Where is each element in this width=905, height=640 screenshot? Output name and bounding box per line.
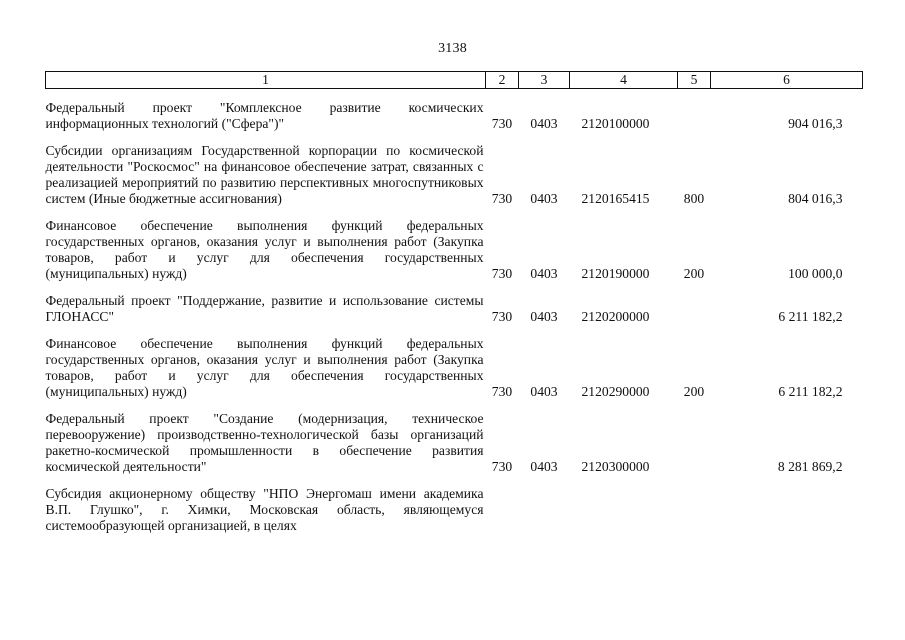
column-header-2: 2 <box>486 72 519 89</box>
row-description: Субсидии организациям Государственной корпорации по космической деятельности "Роскосмос" на финансовое обеспечение затрат, связанных с реализацией мероприятий по развитию перспективных многоспутниковых систем (Иные бюджетные ассигнования) <box>45 143 484 206</box>
row-rz: 0403 <box>530 309 558 324</box>
column-header-4: 4 <box>570 72 678 89</box>
row-rz: 0403 <box>530 266 558 281</box>
row-rz <box>519 486 570 534</box>
row-csr: 2120200000 <box>581 309 650 324</box>
row-description: Федеральный проект "Поддержание, развитие и использование системы ГЛОНАСС" <box>45 293 484 324</box>
row-vr: 800 <box>683 191 705 206</box>
row-gp <box>486 486 519 534</box>
row-csr: 2120190000 <box>581 266 650 281</box>
row-rz: 0403 <box>530 116 558 131</box>
row-amount: 6 211 182,2 <box>778 309 843 324</box>
table-row <box>46 486 863 534</box>
table-row <box>46 218 863 282</box>
row-csr <box>570 486 678 534</box>
table-header-row <box>46 72 863 89</box>
page-number: 3138 <box>438 41 467 56</box>
row-amount: 100 000,0 <box>788 266 843 281</box>
row-description: Федеральный проект "Создание (модернизация, техническое перевооружение) производственно-технологической базы организаций ракетно-космической промышленности в обеспечение развития космической деятельности" <box>45 411 484 474</box>
table-row <box>46 100 863 132</box>
table-row <box>46 293 863 325</box>
row-csr: 2120165415 <box>581 191 650 206</box>
row-description: Федеральный проект "Комплексное развитие космических информационных технологий ("Сфера")" <box>45 100 484 131</box>
row-vr <box>678 411 711 475</box>
row-description: Финансовое обеспечение выполнения функций федеральных государственных органов, оказания услуг и выполнения работ (Закупка товаров, работ и услуг для обеспечения государственных (муниципальных) нужд) <box>45 218 484 281</box>
row-gp: 730 <box>491 459 513 474</box>
row-amount: 8 281 869,2 <box>777 459 843 474</box>
row-gp: 730 <box>491 266 513 281</box>
row-csr: 2120290000 <box>581 384 650 399</box>
column-header-3: 3 <box>519 72 570 89</box>
row-gp: 730 <box>491 309 513 324</box>
table-row <box>46 336 863 400</box>
row-rz: 0403 <box>530 191 558 206</box>
row-amount <box>711 486 863 534</box>
row-vr <box>678 293 711 325</box>
table-row <box>46 411 863 475</box>
column-header-5: 5 <box>678 72 711 89</box>
row-vr <box>678 100 711 132</box>
row-gp: 730 <box>491 384 513 399</box>
row-gp: 730 <box>491 191 513 206</box>
row-gp: 730 <box>491 116 513 131</box>
budget-table <box>45 71 863 534</box>
row-rz: 0403 <box>530 384 558 399</box>
row-csr: 2120100000 <box>581 116 650 131</box>
column-header-1: 1 <box>46 72 486 89</box>
row-vr: 200 <box>683 384 705 399</box>
table-row <box>46 143 863 207</box>
row-vr: 200 <box>683 266 705 281</box>
row-amount: 904 016,3 <box>788 116 843 131</box>
column-header-6: 6 <box>711 72 863 89</box>
row-csr: 2120300000 <box>581 459 650 474</box>
row-description: Субсидия акционерному обществу "НПО Энергомаш имени академика В.П. Глушко", г. Химки, Московская область, являющемуся системообразующей организацией, в целях <box>45 486 484 533</box>
row-vr <box>678 486 711 534</box>
row-amount: 804 016,3 <box>788 191 843 206</box>
row-rz: 0403 <box>530 459 558 474</box>
row-amount: 6 211 182,2 <box>778 384 843 399</box>
row-description: Финансовое обеспечение выполнения функций федеральных государственных органов, оказания услуг и выполнения работ (Закупка товаров, работ и услуг для обеспечения государственных (муниципальных) нужд) <box>45 336 484 399</box>
